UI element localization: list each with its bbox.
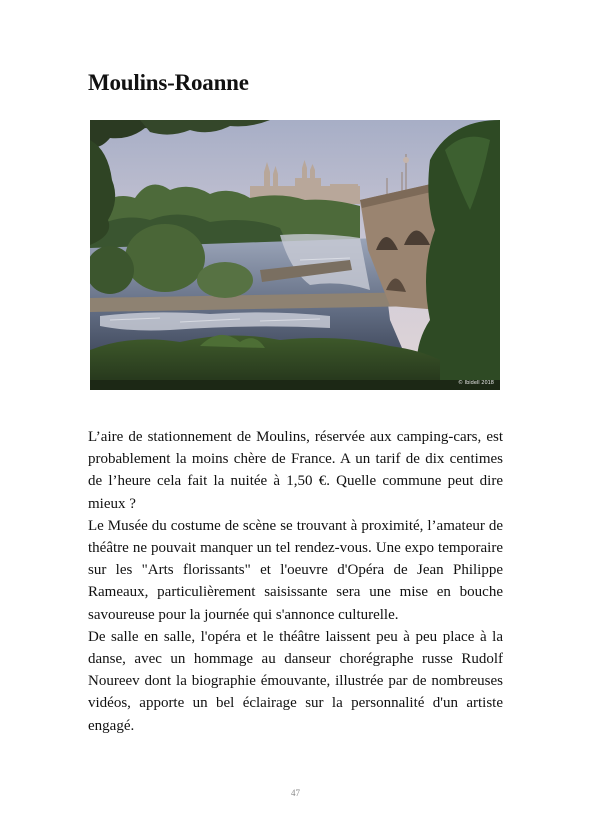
page-title: Moulins-Roanne: [88, 70, 249, 95]
paragraph: De salle en salle, l'opéra et le théâtre laissent peu à peu place à la danse, avec un hommage au danseur chorégraphe russe Rudolf Noureev dont la biographie émouvante, illustrée par de nombreuses vidéos, apporte un bel éclairage sur la personnalité d'un artiste engagé.: [88, 628, 503, 734]
page-number: 47: [291, 788, 300, 798]
article-body: [88, 426, 503, 737]
photo-credit: © Ibidell 2018: [458, 380, 494, 386]
paragraph: L’aire de stationnement de Moulins, réservée aux camping-cars, est probablement la moins chère de France. A un tarif de dix centimes de l’heure cela fait la nuitée à 1,50 €. Quelle commune peut dire mieux ?: [88, 429, 503, 512]
paragraph: Le Musée du costume de scène se trouvant à proximité, l’amateur de théâtre ne pouvait manquer un tel rendez-vous. Une expo temporaire sur les "Arts florissants" et l'oeuvre d'Opéra de Jean Philippe Rameaux, particulièrement saisissante sera une mise en bouche savoureuse pour la journée qui s'annonce culturelle.: [88, 517, 503, 623]
river-bridge-photo: [90, 120, 500, 390]
